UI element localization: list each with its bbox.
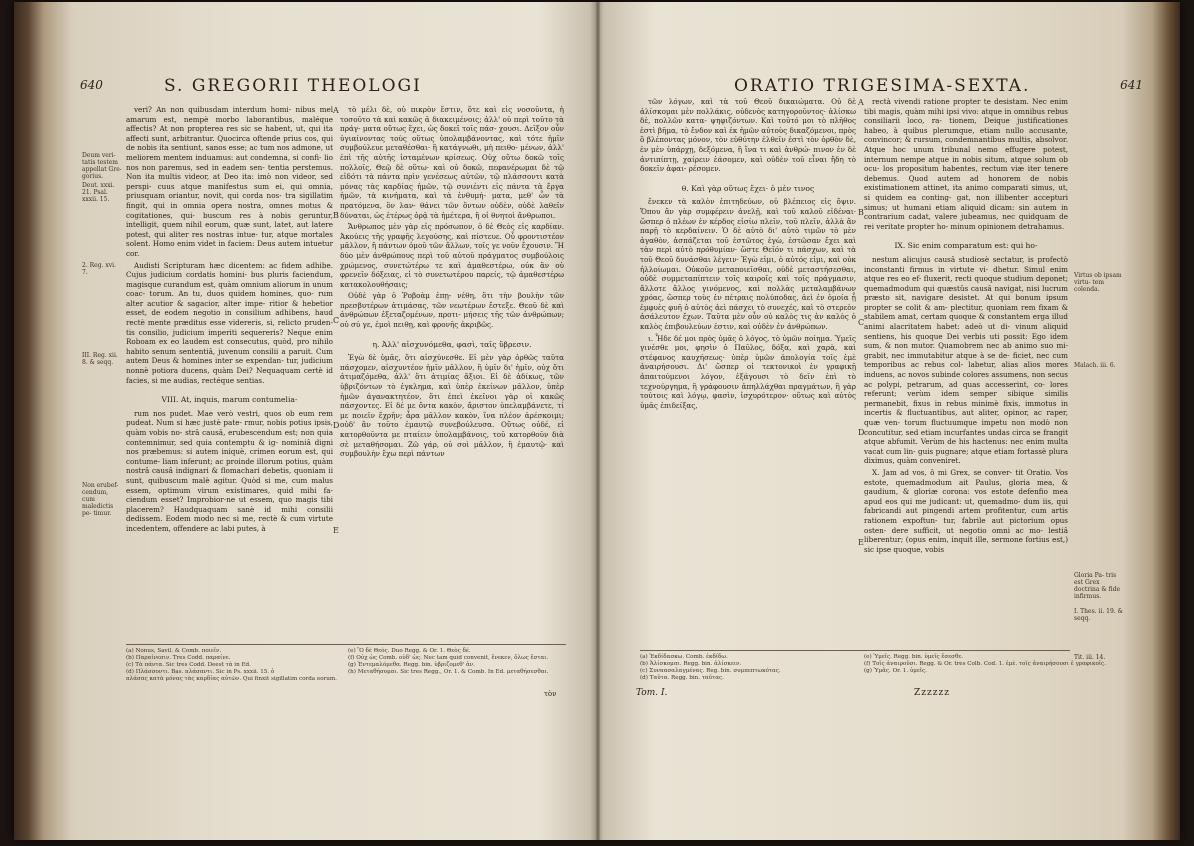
footnote: (b) Ἀλίσκομαι. Regg. bin. ἀλίσκειν. xyxy=(640,661,742,667)
volume-signature: Tom. I. xyxy=(636,688,668,698)
margin-note: Gloria Pa- tris est Grex doctrina & fide infirmus. xyxy=(1074,572,1121,600)
footnotes xyxy=(640,654,850,682)
side-letter: E xyxy=(333,526,339,535)
greek-column xyxy=(640,97,856,645)
footnotes xyxy=(348,648,563,676)
footnote: (g) Ἐντεμαλόμεθα. Regg. bin. ὑβριζομεθ' ἀν. xyxy=(348,662,475,668)
margin-note: III. Reg. xii. 8. & seqq. xyxy=(82,352,118,366)
section-heading: θ. Καὶ γὰρ οὕτως ἔχει· ὁ μὲν τινος xyxy=(681,183,815,193)
latin-column xyxy=(864,97,1068,645)
section-heading: IX. Sic enim comparatum est: qui ho- xyxy=(894,241,1038,251)
greek-paragraph: τὸ μέλι δὲ, οὐ πικρὸν ἔστιν, ὅτε καὶ εἰς νοσοῦντα, ἡ τοσοῦτο τὰ καὶ κακῶς ᾶ διακειμένοις; ἀλλ' οὐ περὶ τοῦτο τὰ πράγ- ματα οὕτως ἔχει, ὡς δοκεῖ τοῖς πάσ- χουσι. Δεῖξον οὖν ὑγιαίνοντας τοὺς οὕτως ὑπολαμβάνοντας, καὶ τότε ἡμῖν συμβούλευε μεταθέσθαι· ἢ κατάγνωθι, μὴ πειθο- μένων, ἀλλ' ἐπὶ τῆς αὐτῆς ἱσταμένων κρίσεως. Οὐχ οὕτω δοκῶ τοῖς πολλοῖς, Θεῷ δὲ οὕτω· καὶ οὐ δοκῶ, πεφανέρωμαι δὲ τῷ εἰδότι τὰ πάντα πρὶν γενέσεως αὐτῶν, τῷ πλάσσοντι κατὰ μόνας τὰς καρδίας ἡμῶν, τῷ συνιέντι εἰς πάντα τὰ ἔργα ἡμῶν, τὰ κινήματα, καὶ τὰ ἐνθυμή- ματα, μεθ' ὧν τὰ πρατόμενα, ὃν λαν- θάνει τῶν ὄντων οὐδὲν, οὐδὲ λαθεῖν δύναται, ὡς ἑτέρως ὁρᾷ τὰ ἡμέτερα, ἢ οἱ θνητοὶ ἄνθρωποι. xyxy=(340,105,564,220)
footnote: (a) Nonus, Savil. & Comb. ποιεῖν. xyxy=(126,648,222,654)
quire-signature: Zzzzzz xyxy=(914,688,950,698)
latin-paragraph: rectà vivendi ratione propter te desistam. Nec enim tibi magis, quàm mihi ipsi vivo: atque in omnibus rebus consiliarii loco, ra- tionem, Deique justificationes habeo, à quibus plerumque, etiam nullo accusante, convincor; & rursum, condemnantibus multis, absolvor. Atque hoc unum tribunal nemo effugere potest, internum nempe atque in nobis situm, atque solum ob ocu- los propositum habentes, rectum viæ iter tenere debemus. Quod autem ad honorem de nobis existimationem attinet, ita animo comparati simus, ut, si quidem ea conting- gat, non illibenter accepturi simus; ut humani etiam aliquid dicam: sin autem in contrarium cadat, valere jubeamus, nec quidquam de rei veritate propter ho- minum opinionem detrahamus. xyxy=(864,97,1068,231)
footnote: (b) Παραίνεσιν. Tres Codd. παραίνε. xyxy=(126,655,231,661)
gutter xyxy=(596,2,600,840)
greek-paragraph: ι. Ἧδε δέ μοι πρὸς ὑμᾶς ὁ λόγος, τὸ ὑμῶν ποίημα. Ὑμεῖς γινέσθε μοι, φησὶν ὁ Παῦλος, δόξα, καὶ χαρὰ, καὶ στέφανος καυχήσεως· ὑπὲρ ὑμῶν ἀπολογία τοῖς ἐμὲ ἀναιρήσουσι. Δι' ὥσπερ οἱ τεκτονικοὶ ἐν γραφικῇ ἀπαιτούμενοι λόγον, ἐξάγουσι τὸ δεῖν ἐπὶ τὸ τεχνούργημα, ἢ γράφουσιν ἀπηλλάχθαι πραγμάτων, ἢ γὰρ τούτοις καὶ λόγῳ, φασὶν, ἰσχυρότερον· οὕτως καὶ αὐτὸς ὑμᾶς ἐπιδείξας, xyxy=(640,333,856,410)
section-heading: VIII. At, inquis, marum contumelia- xyxy=(161,395,298,405)
section-heading: η. Ἀλλ' αἰσχυνόμεθα, φασὶ, ταῖς ὕβρεσιν. xyxy=(372,339,532,349)
running-title: S. GREGORII THEOLOGI xyxy=(164,76,422,96)
greek-paragraph: Οὐδὲ γὰρ ὁ Ῥοβοὰμ ἐπῃ- νέθη, ὅτι τὴν βουλὴν τῶν πρεσβυτέρων ἀτιμάσας, τῶν νεωτέρων ἔστεξε. Θεοῦ δὲ καὶ ἀνθρώπων ἐξεταζομένων, προτι- μήσεις τῆς τῶν ἀνθρώπων; οὐ σύ γε, ἐμοὶ πειθῃ, καὶ φρονῆς ἀκριβῶς. xyxy=(340,291,564,330)
margin-note: Virtus ob ipsam virtu- tem colenda. xyxy=(1074,272,1122,293)
footnote: (e) Ὃ δὲ Θεὸς. Duo Regg. & Or. 1. Θεὸς δέ. xyxy=(348,648,471,654)
margin-note: Tit. iii. 14. xyxy=(1074,654,1106,661)
greek-column xyxy=(340,105,564,641)
footnote: (d) Πλάσσοντι. Bas. πλάσαντι. Sic in Ps. xxxii. 15. ὁ xyxy=(126,669,275,675)
footnote-rule xyxy=(126,644,566,645)
footnote: (g) Ὑμᾶς. Or. 1. ὑμεῖς. xyxy=(864,668,927,674)
footnote: (c) Συνπασαλαγμένας. Reg. bin. συμπεπτωκότας. xyxy=(640,668,781,674)
side-letter: C xyxy=(333,316,340,325)
margin-note: Deum veri- tatis testem appellat Gre- gorius. xyxy=(82,152,122,180)
side-letter: A xyxy=(858,98,864,107)
greek-paragraph: τῶν λόγων, καὶ τὰ τοῦ Θεοῦ δικαιώματα. Οὐ δὲ ἀλίσκομαι μὲν πολλάκις, οὐδενὸς κατηγοροῦντος· ἀλίσκω δὲ, πολλῶν κατα- ψηφιζόντων. Καὶ τοῦτό μοι τὸ πλῆθος ἐστὶ βῆμα, τὸ ἔνδον καὶ ἐκ ἡμῶν αὐτοὺς δικαζόμενοι, πρὸς ὃ βλέποντας μόνον, τὸν εὐθύτην ἐλθεῖν ἐστὶ τὸν ὀρθὸν δὲ, ἐν μὲν ὑπάρχῃ, δεξόμενα, ἢ ἵνα τι καὶ ἀνθρώ- πινον ἐν δὲ ἀντιπίπτῃ, χαίρειν ἐάσομεν, καὶ οὐδὲν τοῦ εἶναι ἤδη τὸ δοκεῖν ἀφαι- ρέσομεν. xyxy=(640,97,856,174)
side-letter: E xyxy=(858,538,864,547)
open-book xyxy=(14,2,1180,840)
latin-column xyxy=(126,105,333,641)
running-title: ORATIO TRIGESIMA-SEXTA. xyxy=(734,76,1031,96)
footnote: (a) Ἐκδίδασκω. Comb. ἐκδίδω. xyxy=(640,654,728,660)
greek-paragraph: Ἐγὼ δὲ ὑμᾶς, ὅτι αἰσχύνεσθε. Εἰ μὲν γὰρ ὀρθῶς ταῦτα πάσχομεν, αἰσχυντέον ἡμῖν μᾶλλον, ἢ ὑμῖν δι' ἡμῖν, οὐχ ὅτι ἀτιμαζόμεθα, ἀλλ' ὅτι ἀτιμίας ἄξιοι. Εἰ δὲ ἀδίκως, τῶν ὑβριζόντων τὸ ἐγκλημα, καὶ ὑπὲρ ἐκείνων μᾶλλον, ὑπὲρ ἡμῶν ἀγανακτητέον, ὅτι ἐπεὶ ἐκεῖνοι γὰρ οἱ κακῶς πάσχοντες. Εἰ δέ με ὄντα κακὸν, ἄριστον ὑπελαμβάνετε, τί με ποιεῖν ἔχρῆν; ἆρα μᾶλλον κακὸν, ἵνα πλέον ἀρέσκοιμι; οὐδ' ἂν τοῦτο ἐμαυτῷ συνεβούλευσα. Οὕτως οὐδέ, εἰ κατορθοῦντα με πταίειν ὑπολαμβάνοις, τοῦ κατορθοῦν διὰ σὲ μεταθήσομαι. Ζῶ γάρ, οὐ σοὶ μᾶλλον, ἢ ἐμαυτῷ· καὶ συμβουλὴν ἔχω περὶ πάντων xyxy=(340,353,564,459)
margin-note: I. Thes. ii. 19. & seqq. xyxy=(1074,608,1123,622)
footnote: (d) Ταῦτα. Regg. bin. ταῦτας. xyxy=(640,675,724,681)
footnote-rule xyxy=(640,650,1070,651)
greek-paragraph: Ἄνθρωπος μὲν γὰρ εἰς πρόσωπον, ὁ δὲ Θεὸς εἰς καρδίαν. Ἀκούεις τῆς γραφῆς λεγούσης, καὶ πίστευε. Οὗ φροντιστέον μᾶλλον, ἢ πάντων ὁμοῦ τῶν ἄλλων, τοῖς γε νοῦν ἔχουσιν. Ἢ δύο μὲν ἀνθρώπους περὶ τοῦ αὐτοῦ πράγματος συμβούλοις χρώμενος, συνετώτέρω τε καὶ ἀμαθεστέρω, οὐκ ἂν οὐ φρενεῖν δόξειας, εἰ τὸ συνετωτέρου παρείς, τῷ ἀμαθεστέρω κατακολουθήσαις; xyxy=(340,222,564,289)
side-letter: B xyxy=(333,211,339,220)
margin-note: Deut. xxxi. 21. Psal. xxxii. 15. xyxy=(82,182,115,203)
greek-paragraph: ἕνεκεν τὰ καλὸν ἐπιτηδεύων, οὐ βλέπειος εἰς ὄψιν. Ὅπου ἂν γὰρ συμφέρειν ἀνελῇ, καὶ τοῦ καλοῦ εἰδέναι· ὥσπερ ὁ πλέων ἐν κέρδος εἰσίω πλεῖν, τοῦ πλεῖν, ἀλλὰ ἂν παρῇ τὸ κερδαίνειν. Ὁ δὲ αὐτὸ δι' αὐτὸ τιμῶν τὸ μὲν ἀγαθὸν, ἀσπάζεται τοῦ ἑστῶτος ἐγὼ, ἑστῶσαν ἔχει καὶ τὰν περὶ αὐτὸ πρόθυμίαν· ὥστε Θεῖόν τι πάσχων, καὶ τὰ τοῦ Θεοῦ δυνάσθαι λέγειν· Ἐγὼ εἰμι, ὁ αὐτός εἰμι, καὶ οὐκ ἠλλοίωμαι. Οὐκοῦν μεταποιεῖσθαι, οὐδὲ μεταστήσεσθαι, οὐδὲ συμμεταπίπτειν τοῖς καιροῖς καὶ τοῖς πράγμασιν, ἄλλοτε ἄλλος γινόμενος, καὶ πολλὰς μεταλαμβάνων χρόας, ὥσπερ τοὺς ἐν πέτραις πολύποδας, ἀεὶ ἐν ὁμοία ᾗ ἐμφυὲς φυῆ ὁ αὐτὸς ἀεὶ πάσχει τὸ συνεχές, καὶ τὸ στερεὸν ἀσάλευτον ἔχων. Ταῦτα μὲν οὖν οὐ καλὸς τις ἀν καλὸς ὁ καλὸς ἐπιβουλεύων ἐστιν, καὶ οὐδὲν ἐν ἀνθρώπων. xyxy=(640,197,856,332)
page-number: 640 xyxy=(80,78,103,92)
latin-paragraph: nestum alicujus causâ studiosè sectatur, is profectò inconstanti firmus in virtute vi- dhetur. Simul enim atque res eo ef- fluxerit, recti quoque studium deponet; quemadmodum qui quæstûs causâ navigat, nisi lucrum præsto sit, navigare desistet. At qui bonum ipsum propter se colit & am- plectitur, quoniam rem fixam & stabilem amat, certam quoque & constantem erga illud animi alacritatem habet: adeò ut di- vinum aliquid sentiens, his quoque Dei verbis uti possit: Ego idem sum, & non mutor. Quamobrem nec ab animo suo mi- grabit, nec immutabitur atque à se de- ficiet, nec cum temporibus ac rebus col- labetur, alias alios mores induens, ac novos subinde colores assumens, non secus ac polypi, petrarum, ad quas accesserint, co- lores referunt; verùm idem semper sibique similis permanebit, fixus in rebus minimè fixis, immotus in incertis & fluctuantibus, aut aliter, opinor, ac raper, quæ ven- torum fluctuumque impetu non modò non concutitur, sed etiam incurfantes undas circa se frangit atque abfumit. Verùm de his hactenus: nec enim multa vacat cum lin- guis pugnare; atque etiam fortassè plura diximus, quàm conveniret. xyxy=(864,254,1068,466)
footnote: (f) Οὐχ ὡς Comb. οὐδ' ὡς. Nec tam quid convenit, ἔνεκεν, ὅλως ἔσται. xyxy=(348,655,549,661)
margin-note: Non erubef- cendum, cum maledictis pe- timur. xyxy=(82,482,119,517)
latin-paragraph: Audisti Scripturam hæc dicentem: ac fidem adhibe. Cujus judicium cordatis homini- bus pluris faciendum, magisque curandum est, quàm omnium aliorum in unum coac- torum. An tu, duos quidem homines, quo- rum alter acutior & sagacior, alter impe- ritior & hebetior esset, de eodem negotio in consilium adhibens, haud rectè mente præditus esse videreris, si, relicto pruden- tis consilio, judicium imperiti sequereris? Neque enim Roboam ex eo laudem est consecutus, quòd, pro nihilo habito senum sententiâ, juvenum consilii a paruit. Cum autem Deus & homines inter se expendan- tur, judicium nonnè potiora ducens, quàm Dei? Nequaquam certè id facies, si me audias, rectéque sentias. xyxy=(126,260,333,385)
side-letter: C xyxy=(858,318,865,327)
catchword: τὸν xyxy=(544,690,557,698)
side-letter: D xyxy=(858,428,865,437)
side-letter: A xyxy=(333,106,339,115)
footnote: πλάσας κατὰ μόνας τὰς καρδίας αὐτῶν. Qui finxit sigillatim corda eorum. xyxy=(126,676,337,682)
latin-paragraph: X. Jam ad vos, ô mi Grex, se conver- tit Oratio. Vos estote, quemadmodum ait Paulus, gloria mea, & gaudium, & gloriæ corona: vos estote defenfio mea apud eos qui me judicant: ut, quemadmo- dum iis, qui fabricandi aut pingendi artem profitentur, cum artis rationem expoftun- tur, fabrile aut pictorium opus osten- dere sufficit, ut negotio omni ac mo- lestiâ liberentur; (opus enim, inquit ille, sermone fortius est,) sic ipse quoque, vobis xyxy=(864,467,1068,554)
latin-paragraph: veri? An non quibusdam interdum homi- nibus mel amarum est, nempè morbo laborantibus, maléque affectis? At non propterea res sic se habent, ut, qui ita affecti sunt, arbitrantur. Quocirca oftende prius cos, qui de nobis ita sentiunt, sanos esse; ac tum nos admone, ut meliorem mentem induamus: aut condemna, si confi- lio nos non paremus, sed in eadem sen- tentia perstemus. Non ita multis videor, at Deo ita: imò non videor, sed perspi- cuus atque manifestus sum ei, qui omnia, priusquam oriantur, novit, qui corda nos- tra sigillatim fingit, qui in omnia opera nostra, omnes motus & cogitationes, qui- buscum res à nobis geruntur, intelligit, quem nihil eorum, quæ sunt, latet, aut latere potest, qui aliter res nostras intue- tur, atque mortales solent. Homo enim videt in faciem: Deus autem intuetur cor. xyxy=(126,105,333,258)
footnote: (c) Τὰ πάντα. Sic tres Codd. Deest τὰ in Ed. xyxy=(126,662,251,668)
running-head xyxy=(54,78,584,100)
margin-note: 2. Reg. xvi. 7. xyxy=(82,262,116,276)
margin-note: Malach. iii. 6. xyxy=(1074,362,1116,369)
side-letter: B xyxy=(858,208,864,217)
page-number: 641 xyxy=(1120,78,1143,92)
footnote: (e) Ὑμεῖς. Regg. bin. ὑμεῖς ἔσεσθε. xyxy=(864,654,964,660)
latin-paragraph: rum nos pudet. Mae verò vestri, quos ob eum rem pudeat. Num si hæc justè pate- rmur, nobis potius ipsis, quàm vobis no- strâ causâ, erubescendum est; non quia contemnimur, sed quia contemptu & ig- nominiâ digni nos præbemus: si autem iniquè, crimen eorum est, qui contume- liam inferunt; ac proinde illorum potius, quàm nostrâ causâ indignari & flomachari debetis, quoniam ii sunt, quibuscum malè agitur. Quòd si me, cum malus essem, optimum virum existimares, quid mihi fa- ciendum esset? Improbior-ne ut essem, quo magis tibi placerem? Haudquaquam sanè id mihi consilii dedissem. Eodem modo nec si me, rectè & cum virtute incedentem, offendere ac labi putes, à xyxy=(126,408,333,533)
side-letter: D xyxy=(333,421,340,430)
footnote: (h) Μεταθήσομαι. Sic tres Regg., Or. 1. & Comb. In Ed. μεταθήσεσθαι. xyxy=(348,669,549,675)
footnotes xyxy=(126,648,341,683)
right-page xyxy=(614,2,1149,840)
left-page xyxy=(54,2,584,840)
footnote: (f) Τοῖς ἀναιροῦσι. Regg. & Or. tres Colb. Cod. 1. ἐμὲ. τοῖς ἀναιρήσουσι ἐ γραφικοῖς. xyxy=(864,661,1106,667)
